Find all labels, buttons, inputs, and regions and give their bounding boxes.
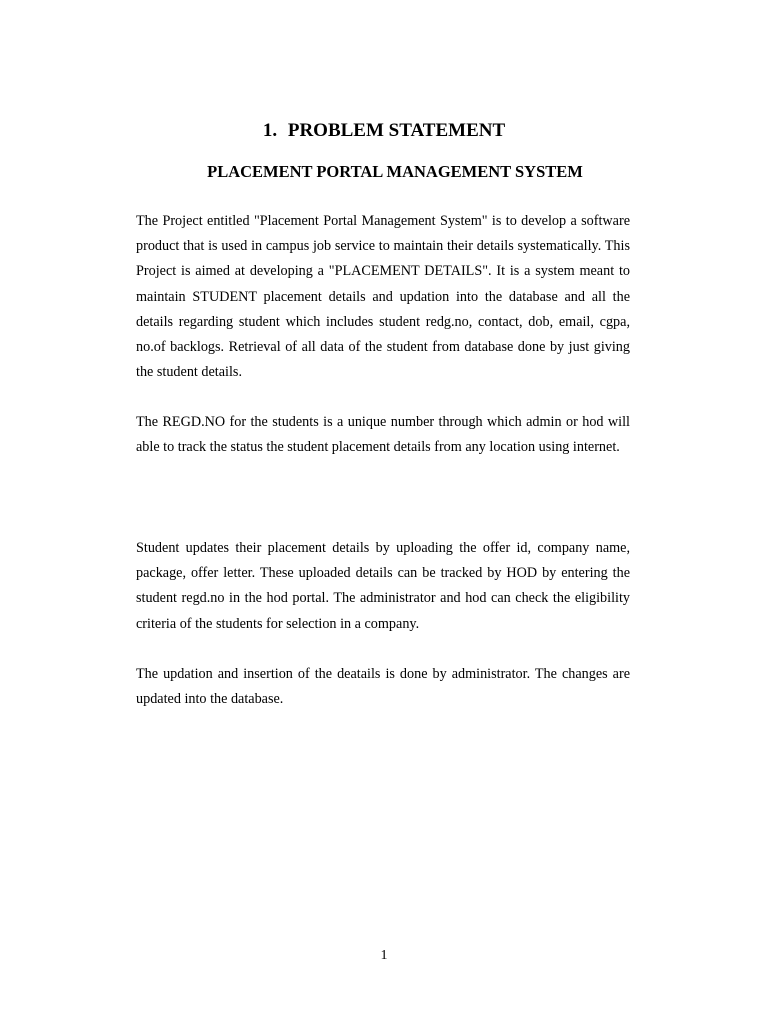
heading-title: PROBLEM STATEMENT — [287, 120, 506, 141]
section-subtitle: PLACEMENT PORTAL MANAGEMENT SYSTEM — [207, 162, 583, 181]
paragraph-regd-no: The REGD.NO for the students is a unique number through which admin or hod will able to track the status the student placement details from any location using internet. — [136, 414, 630, 456]
heading-number: 1. — [262, 120, 278, 141]
paragraph-intro: The Project entitled "Placement Portal Management System" is to develop a software product that is used in campus job service to maintain their details systematically. This Project is aimed at developing a "PLACEMENT DETAILS". It is a system meant to maintain STUDENT placement details and updation into the database and all the details regarding student which includes student redg.no, contact, dob, email, cgpa, no.of backlogs. Retrieval of all data of the student from database done by just giving the student details. — [136, 213, 630, 381]
paragraph-administrator: The updation and insertion of the deatails is done by administrator. The changes are updated into the database. — [136, 666, 630, 708]
paragraph-student-updates: Student updates their placement details by uploading the offer id, company name, package, offer letter. These uploaded details can be tracked by HOD by entering the student regd.no in the hod portal. The administrator and hod can check the eligibility criteria of the students for selection in a company. — [136, 540, 630, 632]
page-title — [0, 120, 768, 142]
page-number: 1 — [380, 948, 388, 963]
